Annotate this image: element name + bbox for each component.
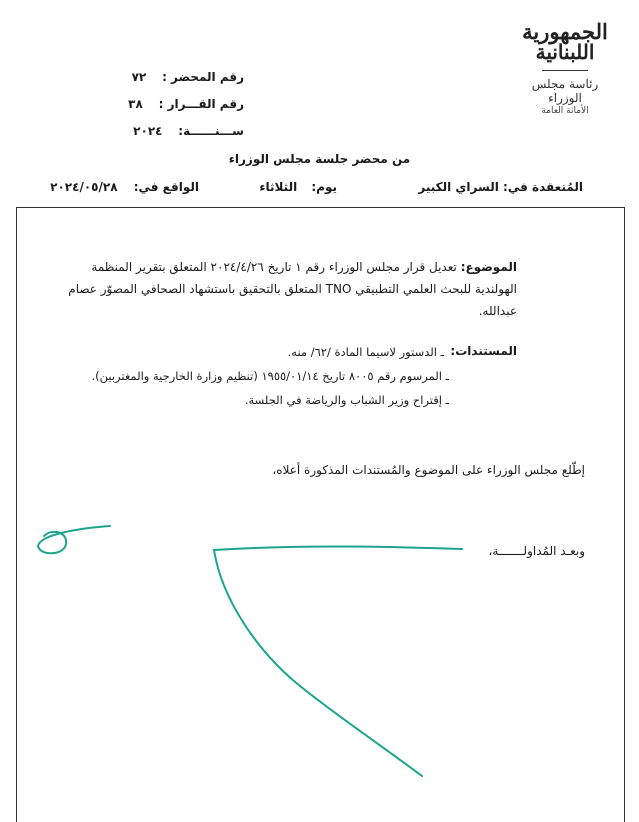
emblem-divider <box>542 70 588 71</box>
meeting-location-label: المُنعقدة في: <box>503 180 583 194</box>
year-row <box>54 124 244 151</box>
minutes-number-row <box>54 70 244 97</box>
government-emblem <box>515 19 615 117</box>
meeting-location <box>418 180 583 194</box>
document-item-proposal: ـ إقتراح وزير الشباب والرياضة في الجلسة. <box>244 393 449 407</box>
review-statement: إطّلع مجلس الوزراء على الموضوع والمُستندات المذكورة أعلاه، <box>272 463 585 477</box>
meeting-day <box>259 180 337 194</box>
document-item-decree: ـ المرسوم رقم ٨٠٠٥ تاريخ ١٩٥٥/٠١/١٤ (تنظيم وزارة الخارجية والمغتربين). <box>91 369 449 383</box>
decision-number-label: رقم القـــرار : <box>158 97 244 111</box>
year-label: ســـنــــــة: <box>178 124 244 138</box>
meeting-day-label: يوم: <box>311 180 337 194</box>
decision-number-value: ٣٨ <box>128 97 143 111</box>
document-item-constitution: ـ الدستور لاسيما المادة /٦٢/ منه. <box>287 345 444 359</box>
emblem-line-presidency: رئاسة مجلس الوزراء <box>531 77 599 105</box>
subject-text: تعديل قرار مجلس الوزراء رقم ١ تاريخ ٢٠٢٤/٤/٢٦ المتعلق بتقرير المنظمة الهولندية للبحث العلمي التطبيقي TNO المتعلق بالتحقيق باستشهاد الصحافي المصوّر عصام عبدالله. <box>68 260 517 318</box>
deliberation-text: وبعـد المُداولـــــــة، <box>488 544 585 558</box>
meeting-day-value: الثلاثاء <box>259 180 298 194</box>
minutes-number-value: ٧٢ <box>131 70 147 84</box>
document-title: من محضر جلسة مجلس الوزراء <box>228 152 411 166</box>
subject-paragraph <box>62 256 517 322</box>
meeting-location-value: السراي الكبير <box>418 180 499 194</box>
meeting-date-value: ٢٠٢٤/٠٥/٢٨ <box>50 180 118 194</box>
year-value: ٢٠٢٤ <box>133 124 163 138</box>
emblem-line-lebanese: اللبنانية <box>535 40 595 64</box>
subject-label: الموضوع: <box>460 260 517 274</box>
documents-label: المستندات: <box>450 344 517 358</box>
decision-number-row <box>54 97 244 124</box>
emblem-line-secretariat: الأمانة العامة <box>541 106 589 116</box>
meeting-date <box>50 180 199 194</box>
emblem-line-republic: الجمهورية <box>522 19 608 44</box>
record-info <box>54 70 244 151</box>
meeting-date-label: الواقع في: <box>133 180 199 194</box>
minutes-number-label: رقم المحضر : <box>162 70 244 84</box>
